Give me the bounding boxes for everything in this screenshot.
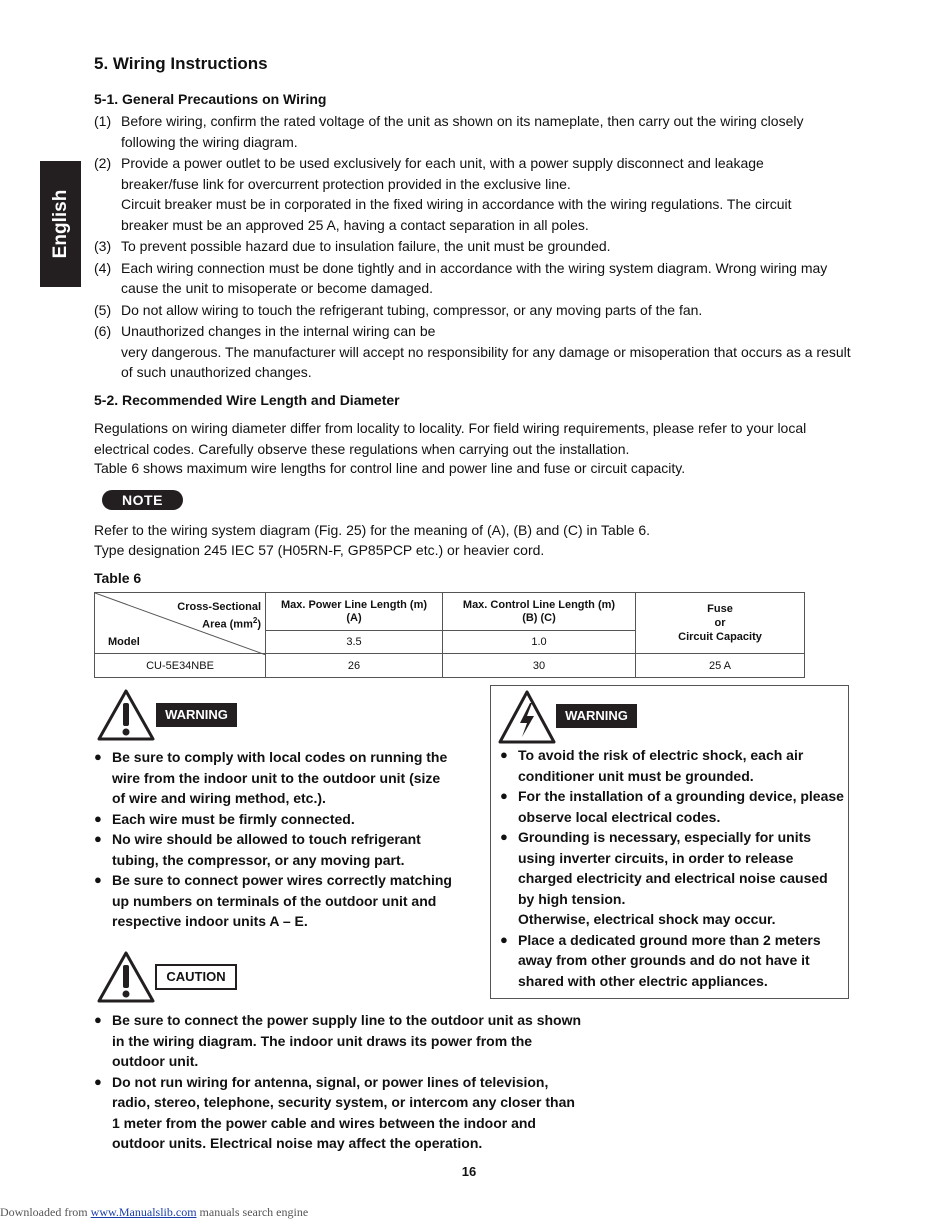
note-line: Type designation 245 IEC 57 (H05RN-F, GP85PCP etc.) or heavier cord. <box>94 542 545 558</box>
header-control-sub: (B) (C) <box>522 611 556 624</box>
bullet-dot-icon: ● <box>94 810 102 826</box>
footer-suffix: manuals search engine <box>196 1205 309 1219</box>
list-item <box>94 236 854 257</box>
table-caption: Table 6 <box>94 570 142 586</box>
item-text: Do not allow wiring to touch the refrigerant tubing, compressor, or any moving parts of the fan. <box>121 301 703 318</box>
note-badge: NOTE <box>102 490 183 510</box>
list-item <box>94 258 854 299</box>
item-text: Unauthorized changes in the internal wiring can be <box>121 323 436 339</box>
corner-header-sup: 2 <box>252 616 258 625</box>
electric-warning-box <box>490 685 849 999</box>
bullet-dot-icon: ● <box>500 931 508 947</box>
caution-label: CAUTION <box>155 964 237 990</box>
list-item <box>94 747 454 809</box>
warning-label-left: WARNING <box>156 703 237 727</box>
list-item <box>94 300 854 321</box>
header-power-line <box>266 593 443 631</box>
header-power-sub: (A) <box>346 611 362 624</box>
language-tab <box>40 161 81 287</box>
electric-shock-icon <box>497 689 557 745</box>
table-cell: 1.0 <box>443 631 636 654</box>
table-cell: 3.5 <box>266 631 443 654</box>
bullet-text: Grounding is necessary, especially for units using inverter circuits, in order to release charged electricity and electrical noise caused by high tension. <box>518 829 828 907</box>
caution-list <box>94 1010 584 1154</box>
warning-right-list <box>500 745 845 991</box>
language-tab-label: English <box>49 189 71 259</box>
item-text: To prevent possible hazard due to insulation failure, the unit must be grounded. <box>121 238 611 254</box>
table-cell: CU-5E34NBE <box>95 654 266 678</box>
section-heading-general-precautions: 5-1. General Precautions on Wiring <box>94 91 327 107</box>
item-text: Provide a power outlet to be used exclusively for each unit, with a power supply disconnect and leakage breaker/fuse link for overcurrent protection provided in the exclusive line. <box>121 155 764 192</box>
download-footer <box>0 1205 308 1220</box>
bullet-text: Be sure to connect power wires correctly matching up numbers on terminals of the outdoor unit and respective indoor units A – E. <box>112 872 452 929</box>
bullet-text: For the installation of a grounding device, please observe local electrical codes. <box>518 788 844 825</box>
header-fuse-line: Fuse <box>707 603 733 615</box>
list-item <box>500 930 845 992</box>
header-fuse <box>636 593 805 654</box>
list-item <box>94 809 454 830</box>
section-heading-wire-length: 5-2. Recommended Wire Length and Diameter <box>94 392 400 408</box>
wire-spec-table <box>94 592 805 678</box>
bullet-dot-icon: ● <box>94 1073 102 1089</box>
section-paragraph: Table 6 shows maximum wire lengths for control line and power line and fuse or circuit capacity. <box>94 460 686 476</box>
header-power-label: Max. Power Line Length (m) <box>280 598 428 611</box>
warning-triangle-icon <box>96 688 156 742</box>
bullet-text: Be sure to comply with local codes on running the wire from the indoor unit to the outdoor unit (size of wire and wiring method, etc.). <box>112 749 448 806</box>
table-cell: 26 <box>266 654 443 678</box>
footer-prefix: Downloaded from <box>0 1205 91 1219</box>
bullet-text: Do not run wiring for antenna, signal, or power lines of television, radio, stereo, telephone, security system, or intercom any closer than 1 meter from the power cable and wires between the indoor and outdoor units. Electrical noise may affect the operation. <box>112 1073 575 1151</box>
item-text: Before wiring, confirm the rated voltage of the unit as shown on its nameplate, then carry out the wiring closely following the wiring diagram. <box>121 113 804 150</box>
manualslib-link[interactable]: www.Manualslib.com <box>90 1205 197 1219</box>
note-line: Refer to the wiring system diagram (Fig. 25) for the meaning of (A), (B) and (C) in Table 6. <box>94 522 651 538</box>
table-corner-cell <box>95 593 266 654</box>
bullet-dot-icon: ● <box>500 747 508 762</box>
page-number: 16 <box>461 1164 477 1179</box>
bullet-dot-icon: ● <box>94 831 102 846</box>
item-number: (4) <box>94 259 112 276</box>
bullet-dot-icon: ● <box>94 1012 102 1027</box>
header-fuse-line: Circuit Capacity <box>678 631 762 643</box>
corner-header-area-unit: Area (mm <box>202 618 253 631</box>
list-item <box>94 870 454 932</box>
header-fuse-line: or <box>714 617 726 629</box>
item-text: very dangerous. The manufacturer will accept no responsibility for any damage or misoperation that occurs as a result of such unauthorized changes. <box>121 343 851 380</box>
item-number: (2) <box>94 155 112 171</box>
bullet-dot-icon: ● <box>94 749 102 764</box>
warning-left-list <box>94 747 454 932</box>
bullet-text: No wire should be allowed to touch refrigerant tubing, the compressor, or any moving part. <box>112 831 421 868</box>
section-paragraph: Regulations on wiring diameter differ from locality to locality. For field wiring requirements, please refer to your local electrical codes. Carefully observe these regulations when carrying out the installation. <box>94 420 807 457</box>
corner-header-area: Cross-Sectional <box>177 601 261 613</box>
list-item <box>500 745 845 786</box>
list-item <box>500 786 845 827</box>
bullet-text: To avoid the risk of electric shock, each air conditioner unit must be grounded. <box>518 747 804 784</box>
bullet-text: Place a dedicated ground more than 2 meters away from other grounds and do not have it shared with other electric appliances. <box>518 931 821 989</box>
table-cell: 25 A <box>636 654 805 678</box>
item-number: (3) <box>94 238 112 254</box>
bullet-dot-icon: ● <box>500 829 508 844</box>
list-item <box>94 111 854 152</box>
table-row <box>95 654 805 678</box>
list-item <box>94 829 454 870</box>
corner-header-close: ) <box>257 618 261 631</box>
header-control-line <box>443 593 636 631</box>
bullet-dot-icon: ● <box>500 788 508 803</box>
list-item <box>94 153 854 235</box>
list-item <box>500 827 845 930</box>
bullet-text: Be sure to connect the power supply line to the outdoor unit as shown in the wiring diagram. The indoor unit draws its power from the outdoor unit. <box>112 1012 582 1069</box>
item-number: (6) <box>94 323 112 339</box>
caution-triangle-icon <box>96 950 156 1004</box>
list-item <box>94 321 854 383</box>
precautions-list <box>94 111 854 384</box>
item-number: (1) <box>94 113 112 129</box>
list-item <box>94 1010 584 1072</box>
bullet-dot-icon: ● <box>94 872 102 887</box>
bullet-text: Otherwise, electrical shock may occur. <box>518 911 776 927</box>
page-title: 5. Wiring Instructions <box>94 54 268 73</box>
item-text: Each wiring connection must be done tightly and in accordance with the wiring system diagram. Wrong wiring may cause the unit to misoperate or become damaged. <box>121 259 828 296</box>
table-cell: 30 <box>443 654 636 678</box>
header-control-label: Max. Control Line Length (m) <box>462 598 616 611</box>
list-item <box>94 1072 584 1154</box>
item-number: (5) <box>94 301 112 318</box>
warning-label-right: WARNING <box>556 704 637 728</box>
bullet-text: Each wire must be firmly connected. <box>112 810 355 827</box>
corner-header-model: Model <box>108 636 140 648</box>
item-text: Circuit breaker must be in corporated in the fixed wiring in accordance with the wiring regulations. The circuit breaker must be an approved 25 A, having a contact separation in all poles. <box>121 196 792 233</box>
